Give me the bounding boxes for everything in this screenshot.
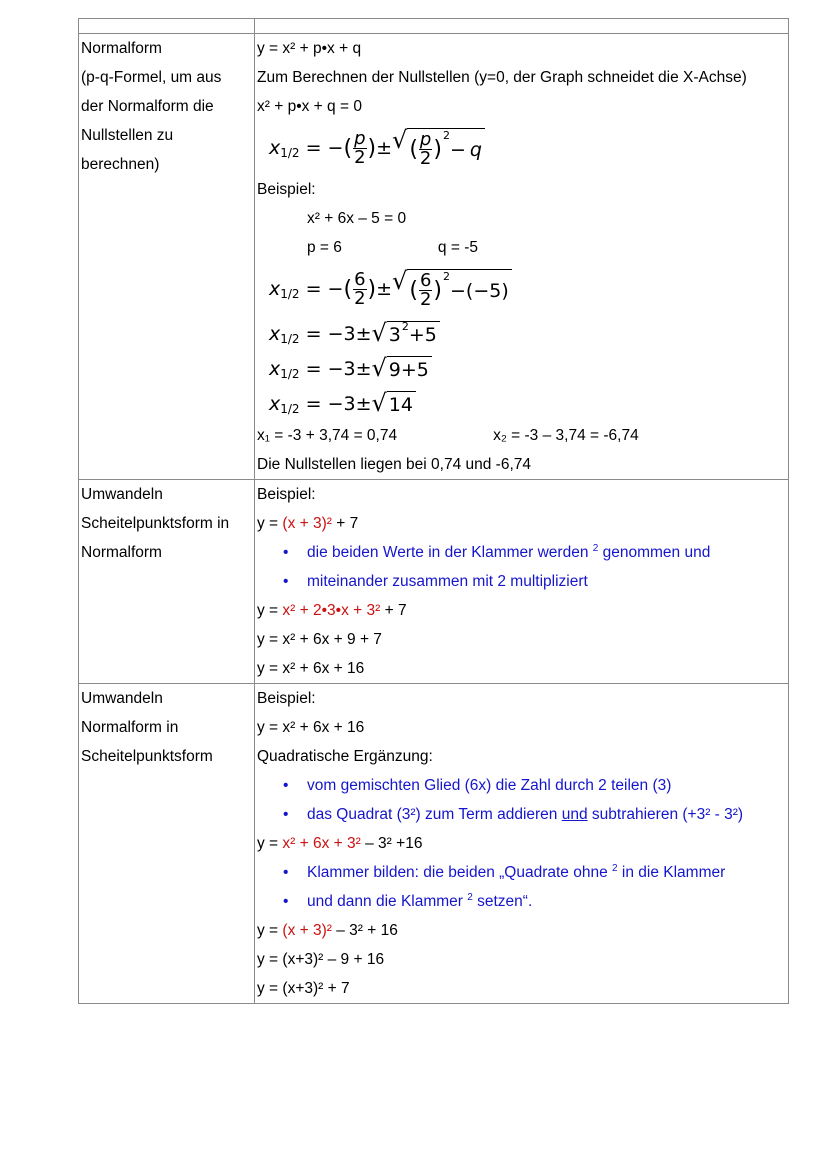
row-label-line: Umwandeln xyxy=(81,486,163,503)
pq-formula: x 1/2 = − ( $\frac{p}{2}$ ) ± √ ( $\frac{p}{2}$ ) 2 − q xyxy=(257,121,788,175)
simplified-equation: y = x² + 6x + 9 + 7 xyxy=(257,631,382,648)
row-label-line: Normalform xyxy=(81,40,162,57)
empty-cell xyxy=(255,19,789,34)
bullet-item: • Klammer bilden: die beiden „Quadrate ohne $^2$ in die Klammer xyxy=(257,858,788,887)
bullet-item: • die beiden Werte in der Klammer werden $^2$ genommen und xyxy=(257,538,788,567)
row-label-line: Umwandeln xyxy=(81,690,163,707)
table-row-normal-to-scheitel xyxy=(79,684,789,1004)
scheitelform-result: y = (x+3)² + 7 xyxy=(257,980,350,997)
table-row-normalform xyxy=(79,34,789,480)
example-pq: p = 6 q = -5 xyxy=(307,239,478,256)
row-label-cell xyxy=(79,684,255,1004)
row-content-cell xyxy=(255,480,789,684)
beispiel-label: Beispiel: xyxy=(257,690,316,707)
example-formula-inserted: x 1/2 = − ( $\frac{6}{2}$ ) ± √ ( $\frac{6}{2}$ ) 2 − (−5) xyxy=(257,262,788,316)
bullet-item: • vom gemischten Glied (6x) die Zahl durch 2 teilen (3) xyxy=(257,771,788,800)
row-label-cell xyxy=(79,34,255,480)
example-result: Die Nullstellen liegen bei 0,74 und -6,74 xyxy=(257,456,532,473)
bullet-continuation: • miteinander zusammen mit 2 multipliziert xyxy=(257,567,788,596)
quadratische-ergaenzung-label: Quadratische Ergänzung: xyxy=(257,748,433,765)
zero-equation: x² + p•x + q = 0 xyxy=(257,98,362,115)
row-label-line: Normalform xyxy=(81,544,162,561)
row-label-line: (p-q-Formel, um aus xyxy=(81,69,222,86)
document-table xyxy=(78,18,789,1004)
ergaenzung-equation: y = x² + 6x + 3² – 3² +16 xyxy=(257,835,423,852)
example-step-2: x 1/2 = −3 ± √ 9+5 xyxy=(257,351,788,386)
table-header-row xyxy=(79,19,789,34)
row-label-line: der Normalform die xyxy=(81,98,214,115)
example-step-3: x 1/2 = −3 ± √ 14 xyxy=(257,386,788,421)
final-equation: y = x² + 6x + 16 xyxy=(257,660,365,677)
row-label-cell xyxy=(79,480,255,684)
example-step-1: x 1/2 = −3 ± √ 3 2 +5 xyxy=(257,316,788,351)
expanded-equation: y = x² + 2•3•x + 3² + 7 xyxy=(257,602,407,619)
normalform-equation: y = x² + p•x + q xyxy=(257,40,362,57)
row-label-line: Normalform in xyxy=(81,719,179,736)
row-label-line: Scheitelpunktsform xyxy=(81,748,213,765)
bracket-equation: y = (x + 3)² – 3² + 16 xyxy=(257,922,398,939)
example-solutions: x₁ = -3 + 3,74 = 0,74 x₂ = -3 – 3,74 = -6,74 xyxy=(257,427,639,444)
empty-cell xyxy=(79,19,255,34)
fraction: $\frac{p}{2}$ xyxy=(354,127,366,168)
row-label-line: Scheitelpunktsform in xyxy=(81,515,230,532)
normalform-example: y = x² + 6x + 16 xyxy=(257,719,365,736)
example-equation: x² + 6x – 5 = 0 xyxy=(307,210,407,227)
row-content-cell xyxy=(255,34,789,480)
nullstellen-text: Zum Berechnen der Nullstellen (y=0, der Graph schneidet die X-Achse) xyxy=(257,69,747,86)
row-label-line: Nullstellen zu xyxy=(81,127,174,144)
bullet-item: • das Quadrat (3²) zum Term addieren und subtrahieren (+3² - 3²) xyxy=(257,800,788,829)
simplified-equation: y = (x+3)² – 9 + 16 xyxy=(257,951,385,968)
row-label-line: berechnen) xyxy=(81,156,160,173)
square-root: √ ( $\frac{p}{2}$ ) 2 − q xyxy=(392,128,485,168)
beispiel-label: Beispiel: xyxy=(257,486,316,503)
bullet-continuation: • und dann die Klammer $^2$ setzen“. xyxy=(257,887,788,916)
row-content-cell xyxy=(255,684,789,1004)
scheitel-equation: y = (x + 3)² + 7 xyxy=(257,515,359,532)
beispiel-label: Beispiel: xyxy=(257,181,316,198)
table-row-scheitel-to-normal xyxy=(79,480,789,684)
